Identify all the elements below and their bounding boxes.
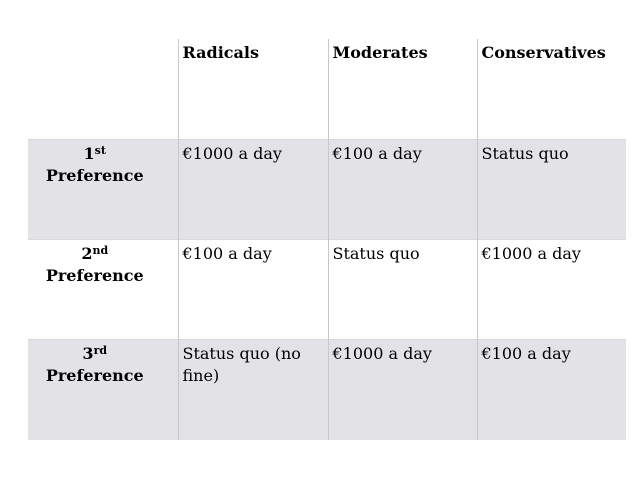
row-label: Preference bbox=[45, 165, 144, 185]
cell-radicals: €100 a day bbox=[178, 240, 328, 340]
cell-moderates: €100 a day bbox=[328, 139, 477, 239]
corner-cell bbox=[28, 39, 178, 139]
cell-radicals: Status quo (no fine) bbox=[178, 340, 328, 440]
table-row bbox=[28, 340, 626, 440]
column-header-radicals: Radicals bbox=[178, 39, 328, 139]
cell-moderates: €1000 a day bbox=[328, 340, 477, 440]
row-label: Preference bbox=[45, 366, 144, 386]
preference-table bbox=[28, 39, 626, 440]
cell-moderates: Status quo bbox=[328, 240, 477, 340]
rank-number: 3 bbox=[82, 344, 94, 364]
column-header-moderates: Moderates bbox=[328, 39, 477, 139]
rank-number: 2 bbox=[81, 244, 93, 263]
header-row bbox=[28, 39, 626, 139]
rank-suffix: rd bbox=[93, 344, 108, 358]
cell-conservatives: €100 a day bbox=[477, 340, 626, 440]
rank-number: 1 bbox=[83, 143, 95, 163]
table-row bbox=[28, 240, 626, 340]
table-row bbox=[28, 139, 626, 239]
rank-suffix: nd bbox=[92, 244, 109, 257]
rank-suffix: st bbox=[94, 143, 106, 157]
row-header-third-preference bbox=[28, 340, 178, 440]
column-header-conservatives: Conservatives bbox=[477, 39, 626, 139]
cell-conservatives: €1000 a day bbox=[477, 240, 626, 340]
row-header-second-preference bbox=[28, 240, 178, 340]
row-header-first-preference bbox=[28, 139, 178, 239]
preference-table-container bbox=[28, 39, 626, 440]
cell-radicals: €1000 a day bbox=[178, 139, 328, 239]
cell-conservatives: Status quo bbox=[477, 139, 626, 239]
row-label: Preference bbox=[45, 266, 144, 285]
